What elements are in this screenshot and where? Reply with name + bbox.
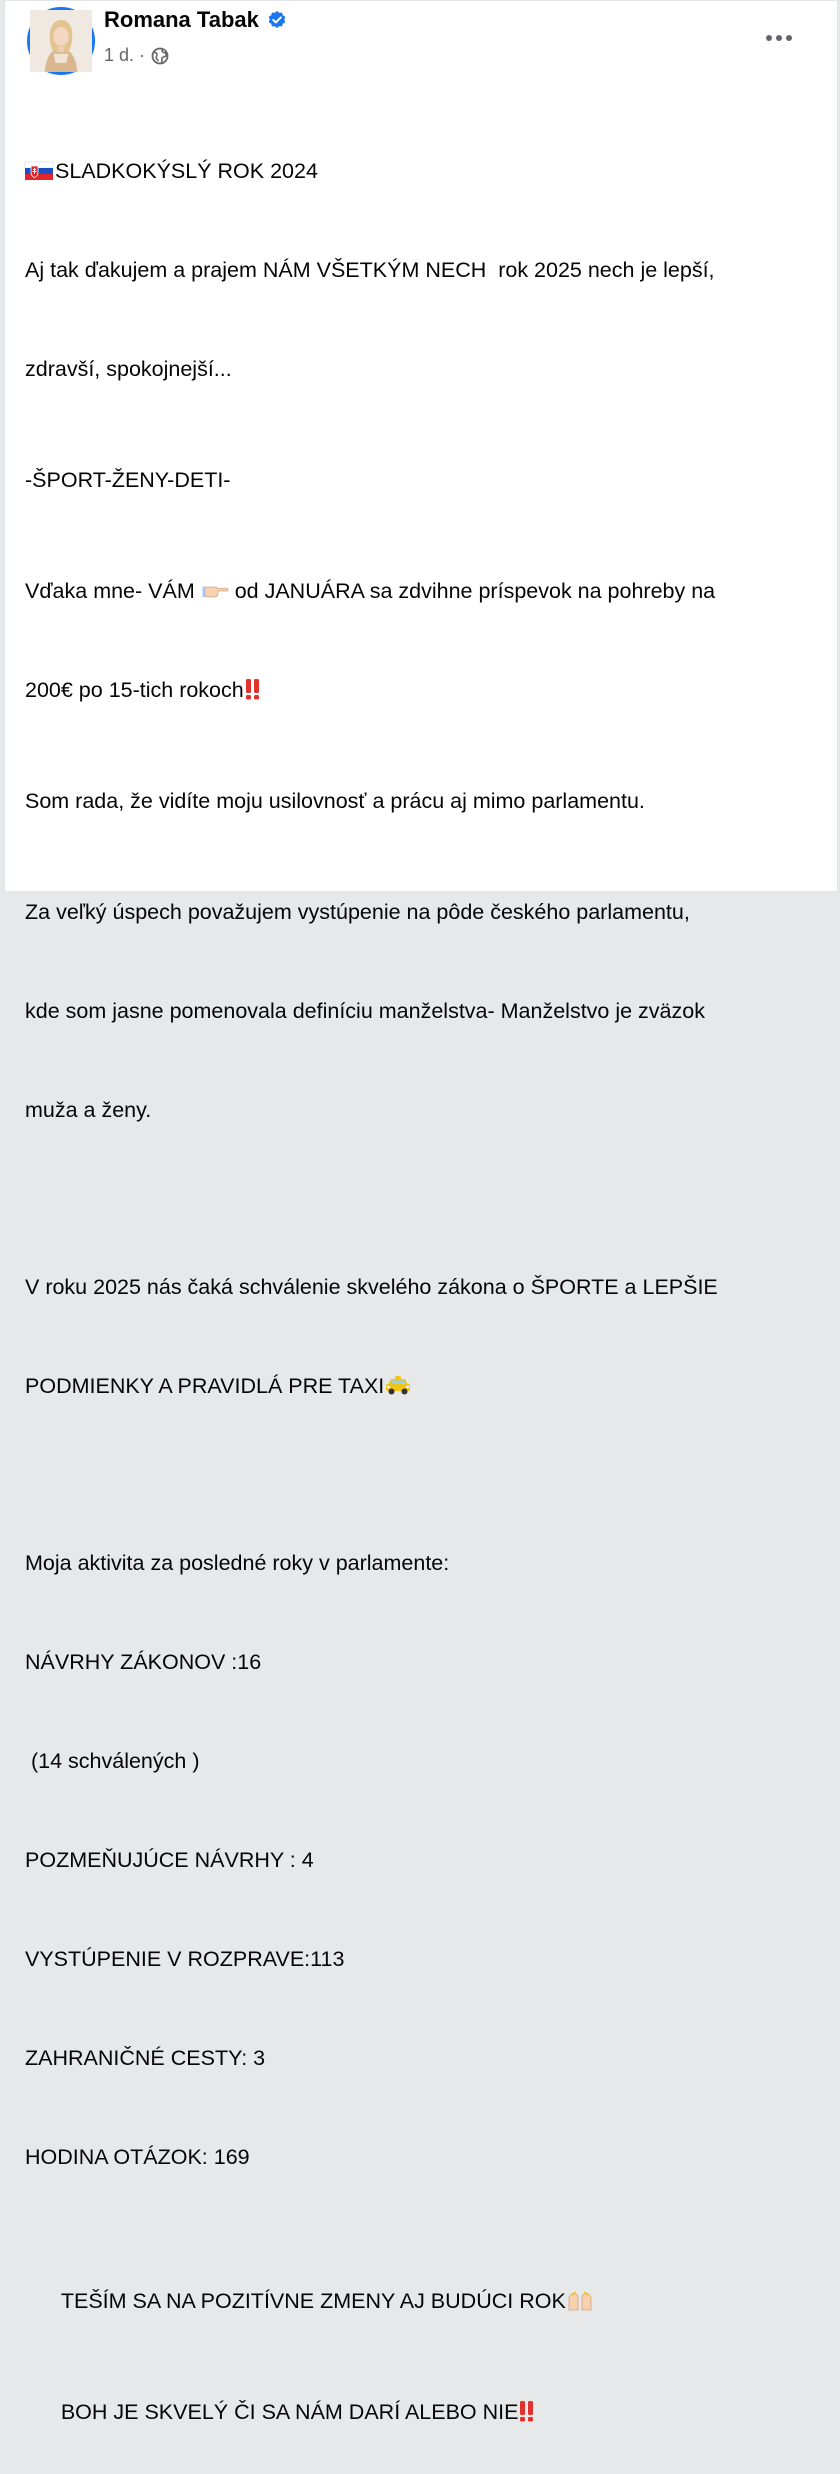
text-line: kde som jasne pomenovala definíciu manželstva- Manželstvo je zväzok <box>25 999 705 1023</box>
post-header <box>104 7 287 33</box>
slovakia-flag-icon <box>25 162 53 180</box>
post-time[interactable]: 1 d. · <box>104 45 146 65</box>
taxi-icon <box>384 1374 412 1396</box>
text-line: PODMIENKY A PRAVIDLÁ PRE TAXI <box>25 1370 817 1403</box>
author-name[interactable]: Romana Tabak <box>104 7 259 32</box>
text-line: Som rada, že vidíte moju usilovnosť a prácu aj mimo parlamentu. <box>25 789 645 813</box>
text-line: NÁVRHY ZÁKONOV :16 <box>25 1650 262 1674</box>
paragraph-2 <box>25 464 817 497</box>
text-line: TEŠÍM SA NA POZITÍVNE ZMENY AJ BUDÚCI ROK <box>60 2289 566 2313</box>
raised-hands-icon <box>566 2289 594 2311</box>
text-line: Moja aktivita za posledné roky v parlamente: <box>25 1551 450 1575</box>
text-line: Aj tak ďakujem a prajem NÁM VŠETKÝM NECH rok 2025 nech je lepší, <box>25 258 715 282</box>
text-line: V roku 2025 nás čaká schválenie skvelého zákona o ŠPORTE a LEPŠIE <box>25 1275 718 1299</box>
post-meta <box>104 45 169 66</box>
avatar[interactable] <box>27 7 95 75</box>
text-line: VYSTÚPENIE V ROZPRAVE:113 <box>25 1947 345 1971</box>
paragraph-8 <box>25 2252 817 2351</box>
text-line: muža a ženy. <box>25 1098 152 1122</box>
pointing-hand-icon <box>201 579 229 601</box>
paragraph-6 <box>25 1205 817 1469</box>
post-text <box>25 89 817 2474</box>
double-exclamation-icon <box>518 2399 536 2423</box>
double-exclamation-icon <box>244 677 262 701</box>
more-options-button[interactable] <box>759 23 799 53</box>
paragraph-3 <box>25 509 817 773</box>
text-line: Vďaka mne- VÁM od JANUÁRA sa zdvihne príspevok na pohreby na <box>25 579 716 603</box>
text-line: BOH JE SKVELÝ ČI SA NÁM DARÍ ALEBO NIE <box>60 2400 519 2424</box>
text-line: 200€ po 15-tich rokoch <box>25 674 817 707</box>
paragraph-4 <box>25 785 817 818</box>
text-line: ZAHRANIČNÉ CESTY: 3 <box>25 2046 266 2070</box>
paragraph-9 <box>25 2363 817 2462</box>
text-line: Za veľký úspech považujem vystúpenie na pôde českého parlamentu, <box>25 900 690 924</box>
text-line: HODINA OTÁZOK: 169 <box>25 2145 250 2169</box>
text-line: -ŠPORT-ŽENY-DETI- <box>25 468 231 492</box>
text-line: (14 schválených ) <box>25 1749 200 1773</box>
paragraph-7 <box>25 1481 817 2240</box>
paragraph-1 <box>25 89 817 452</box>
paragraph-5 <box>25 830 817 1193</box>
globe-icon[interactable] <box>151 47 169 65</box>
verified-badge-icon <box>267 10 287 30</box>
text-line: POZMEŇUJÚCE NÁVRHY : 4 <box>25 1848 314 1872</box>
text-line: zdravší, spokojnejší... <box>25 357 232 381</box>
text-line: SLADKOKÝSLÝ ROK 2024 <box>25 155 817 188</box>
post-card <box>4 0 838 2424</box>
